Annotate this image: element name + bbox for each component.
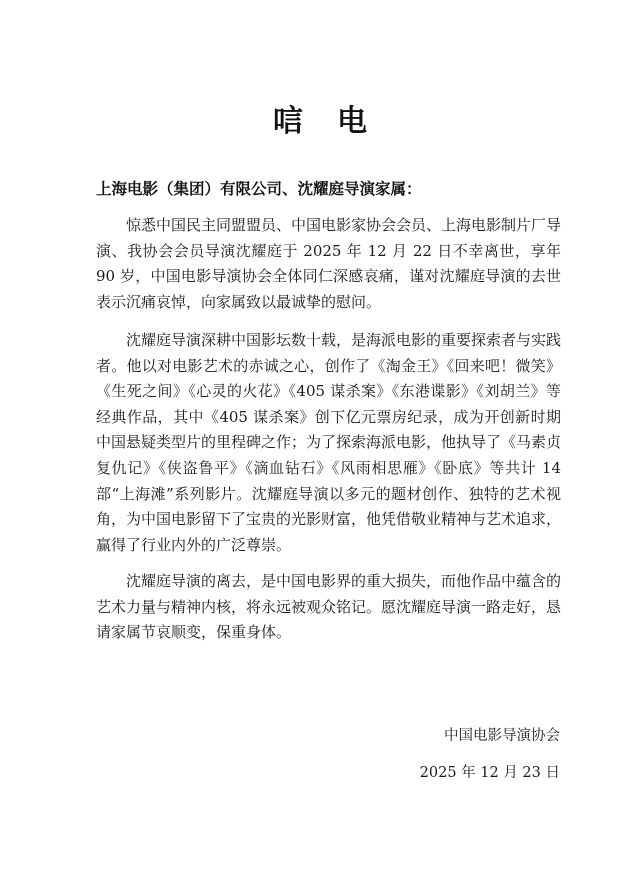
- paragraph-farewell: 沈耀庭导演的离去，是中国电影界的重大损失，而他作品中蕴含的艺术力量与精神内核，将永远被观众铭记。愿沈耀庭导演一路走好，恳请家属节哀顺变，保重身体。: [96, 572, 562, 642]
- document-title: 唁电: [273, 104, 401, 139]
- signature-date: 2025 年 12 月 23 日: [419, 765, 560, 781]
- signature-organization: 中国电影导演协会: [444, 728, 560, 744]
- salutation: 上海电影（集团）有限公司、沈耀庭导演家属：: [96, 180, 422, 198]
- paragraph-condolence: 惊悉中国民主同盟盟员、中国电影家协会会员、上海电影制片厂导演、我协会会员导演沈耀庭于 2025 年 12 月 22 日不幸离世，享年 90 岁，中国电影导演协会全体同仁深感哀痛，谨对沈耀庭导演的去世表示沉痛哀悼，向家属致以最诚挚的慰问。: [96, 216, 562, 311]
- paragraph-career: 沈耀庭导演深耕中国影坛数十载，是海派电影的重要探索者与实践者。他以对电影艺术的赤诚之心，创作了《淘金王》《回来吧！微笑》《生死之间》《心灵的火花》《405 谋杀案》《东港谍影》《刘胡兰》等经典作品，其中《405 谋杀案》创下亿元票房纪录，成为开创新时期中国悬疑类型片的里程碑之作；为了探索海派电影，他执导了《马素贞复仇记》《侠盗鲁平》《滴血钻石》《风雨相思雁》《卧底》等共计 14 部“上海滩”系列影片。沈耀庭导演以多元的题材创作、独特的艺术视角，为中国电影留下了宝贵的光影财富，他凭借敬业精神与艺术追求，赢得了行业内外的广泛尊崇。: [96, 331, 562, 554]
